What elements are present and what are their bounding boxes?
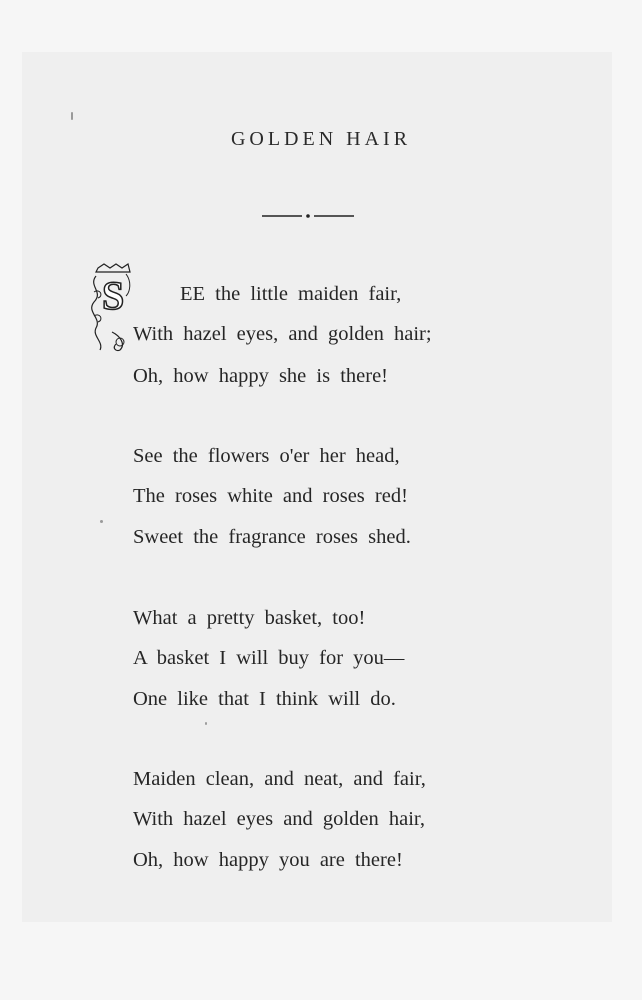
stanza-1-line-3: Oh, how happy she is there! xyxy=(133,365,389,387)
paper-speck xyxy=(100,520,103,523)
stanza-3-line-2: A basket I will buy for you— xyxy=(133,647,405,669)
stanza-2-line-3: Sweet the fragrance roses shed. xyxy=(133,526,411,548)
dropcap-letter: S xyxy=(102,273,125,318)
stanza-4-line-1: Maiden clean, and neat, and fair, xyxy=(133,768,426,790)
paper-speck xyxy=(205,722,207,725)
paper-speck xyxy=(71,112,73,120)
stanza-3-line-3: One like that I think will do. xyxy=(133,688,396,710)
stanza-2-line-1: See the flowers o'er her head, xyxy=(133,445,400,467)
stanza-3-line-1: What a pretty basket, too! xyxy=(133,607,366,629)
stanza-2-line-2: The roses white and roses red! xyxy=(133,485,408,507)
poem-title: GOLDEN HAIR xyxy=(230,128,412,150)
stanza-1-line-2: With hazel eyes, and golden hair; xyxy=(133,323,432,345)
stanza-1-line-1: EE the little maiden fair, xyxy=(180,283,402,305)
stanza-4-line-2: With hazel eyes and golden hair, xyxy=(133,808,426,830)
stanza-4-line-3: Oh, how happy you are there! xyxy=(133,849,403,871)
